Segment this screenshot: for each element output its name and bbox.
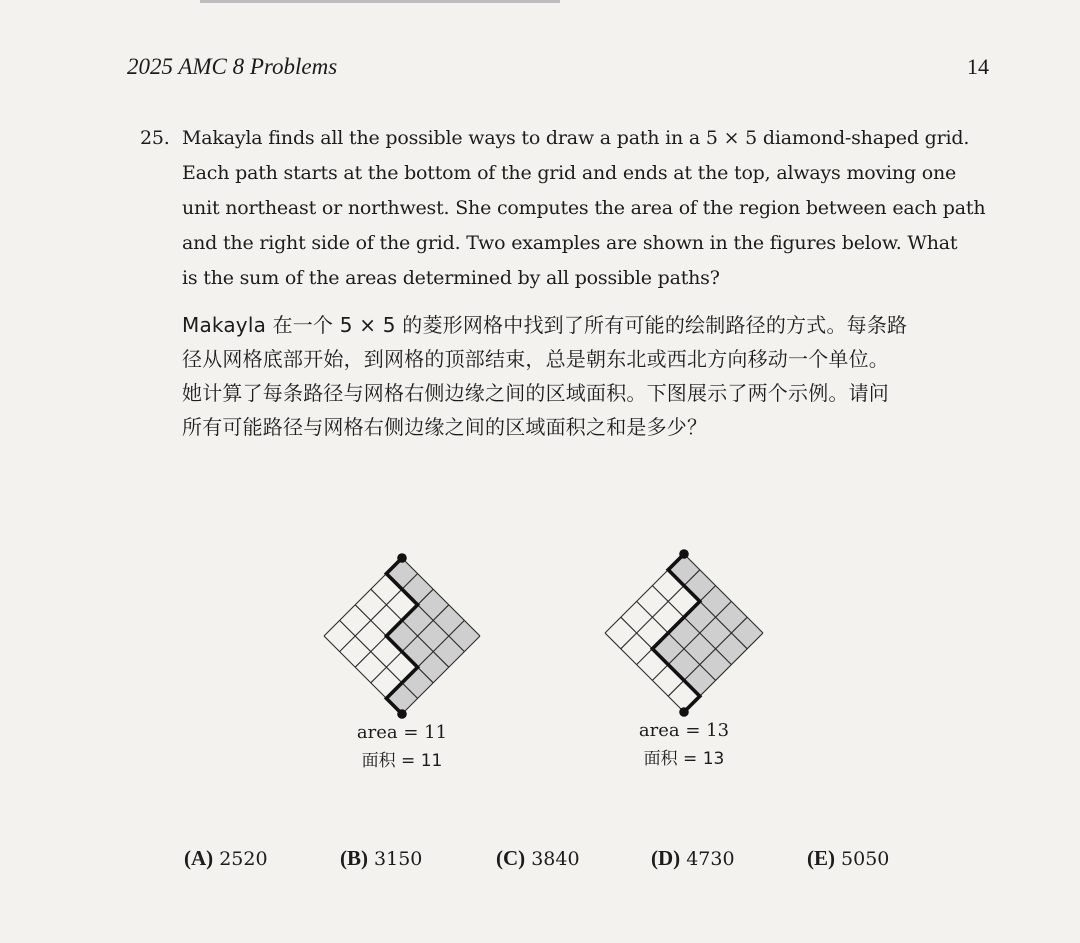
problem-translation-line: 径从网格底部开始，到网格的顶部结束，总是朝东北或西北方向移动一个单位。 — [182, 347, 889, 371]
choice-letter: (C) — [496, 846, 526, 870]
choice-value: 4730 — [686, 848, 735, 870]
figure-2-area-label-zh: 面积 = 13 — [643, 749, 725, 769]
answer-choice-e — [807, 846, 889, 871]
path-end-dot — [679, 549, 689, 559]
problem-text-line: Each path starts at the bottom of the grid and ends at the top, always moving one — [182, 162, 957, 184]
choice-letter: (A) — [184, 846, 214, 870]
problem-translation-line: 所有可能路径与网格右侧边缘之间的区域面积之和是多少？ — [182, 415, 708, 439]
choice-value: 5050 — [841, 848, 890, 870]
problem-text-line: Makayla finds all the possible ways to draw a path in a 5 × 5 diamond-shaped grid. — [182, 127, 970, 149]
problem-translation-line: 她计算了每条路径与网格右侧边缘之间的区域面积。下图展示了两个示例。请问 — [182, 381, 889, 405]
answer-choice-d — [651, 846, 735, 871]
answer-choice-b — [340, 846, 422, 871]
problem-text-line: and the right side of the grid. Two examples are shown in the figures below. What — [182, 232, 958, 254]
answer-choice-c — [496, 846, 580, 871]
problem-text-line: unit northeast or northwest. She computes the area of the region between each path — [182, 197, 986, 219]
path-start-dot — [679, 707, 689, 717]
problem-translation-line: Makayla 在一个 5 × 5 的菱形网格中找到了所有可能的绘制路径的方式。每条路 — [182, 313, 908, 337]
figure-2-area-label: area = 13 — [638, 720, 730, 741]
page-number: 14 — [967, 54, 989, 79]
figure-1-area-label-zh: 面积 = 11 — [361, 751, 443, 771]
figure-1-area-label: area = 11 — [356, 722, 448, 743]
choice-letter: (D) — [651, 846, 681, 870]
choice-letter: (E) — [807, 846, 835, 870]
choice-value: 3150 — [374, 848, 423, 870]
choice-value: 3840 — [531, 848, 580, 870]
page-header-title: 2025 AMC 8 Problems — [127, 54, 338, 79]
choice-value: 2520 — [219, 848, 268, 870]
path-start-dot — [397, 709, 407, 719]
choice-letter: (B) — [340, 846, 368, 870]
problem-number: 25. — [140, 127, 170, 149]
answer-choice-a — [184, 846, 268, 871]
path-end-dot — [397, 553, 407, 563]
problem-text-line: is the sum of the areas determined by all possible paths? — [182, 267, 720, 289]
